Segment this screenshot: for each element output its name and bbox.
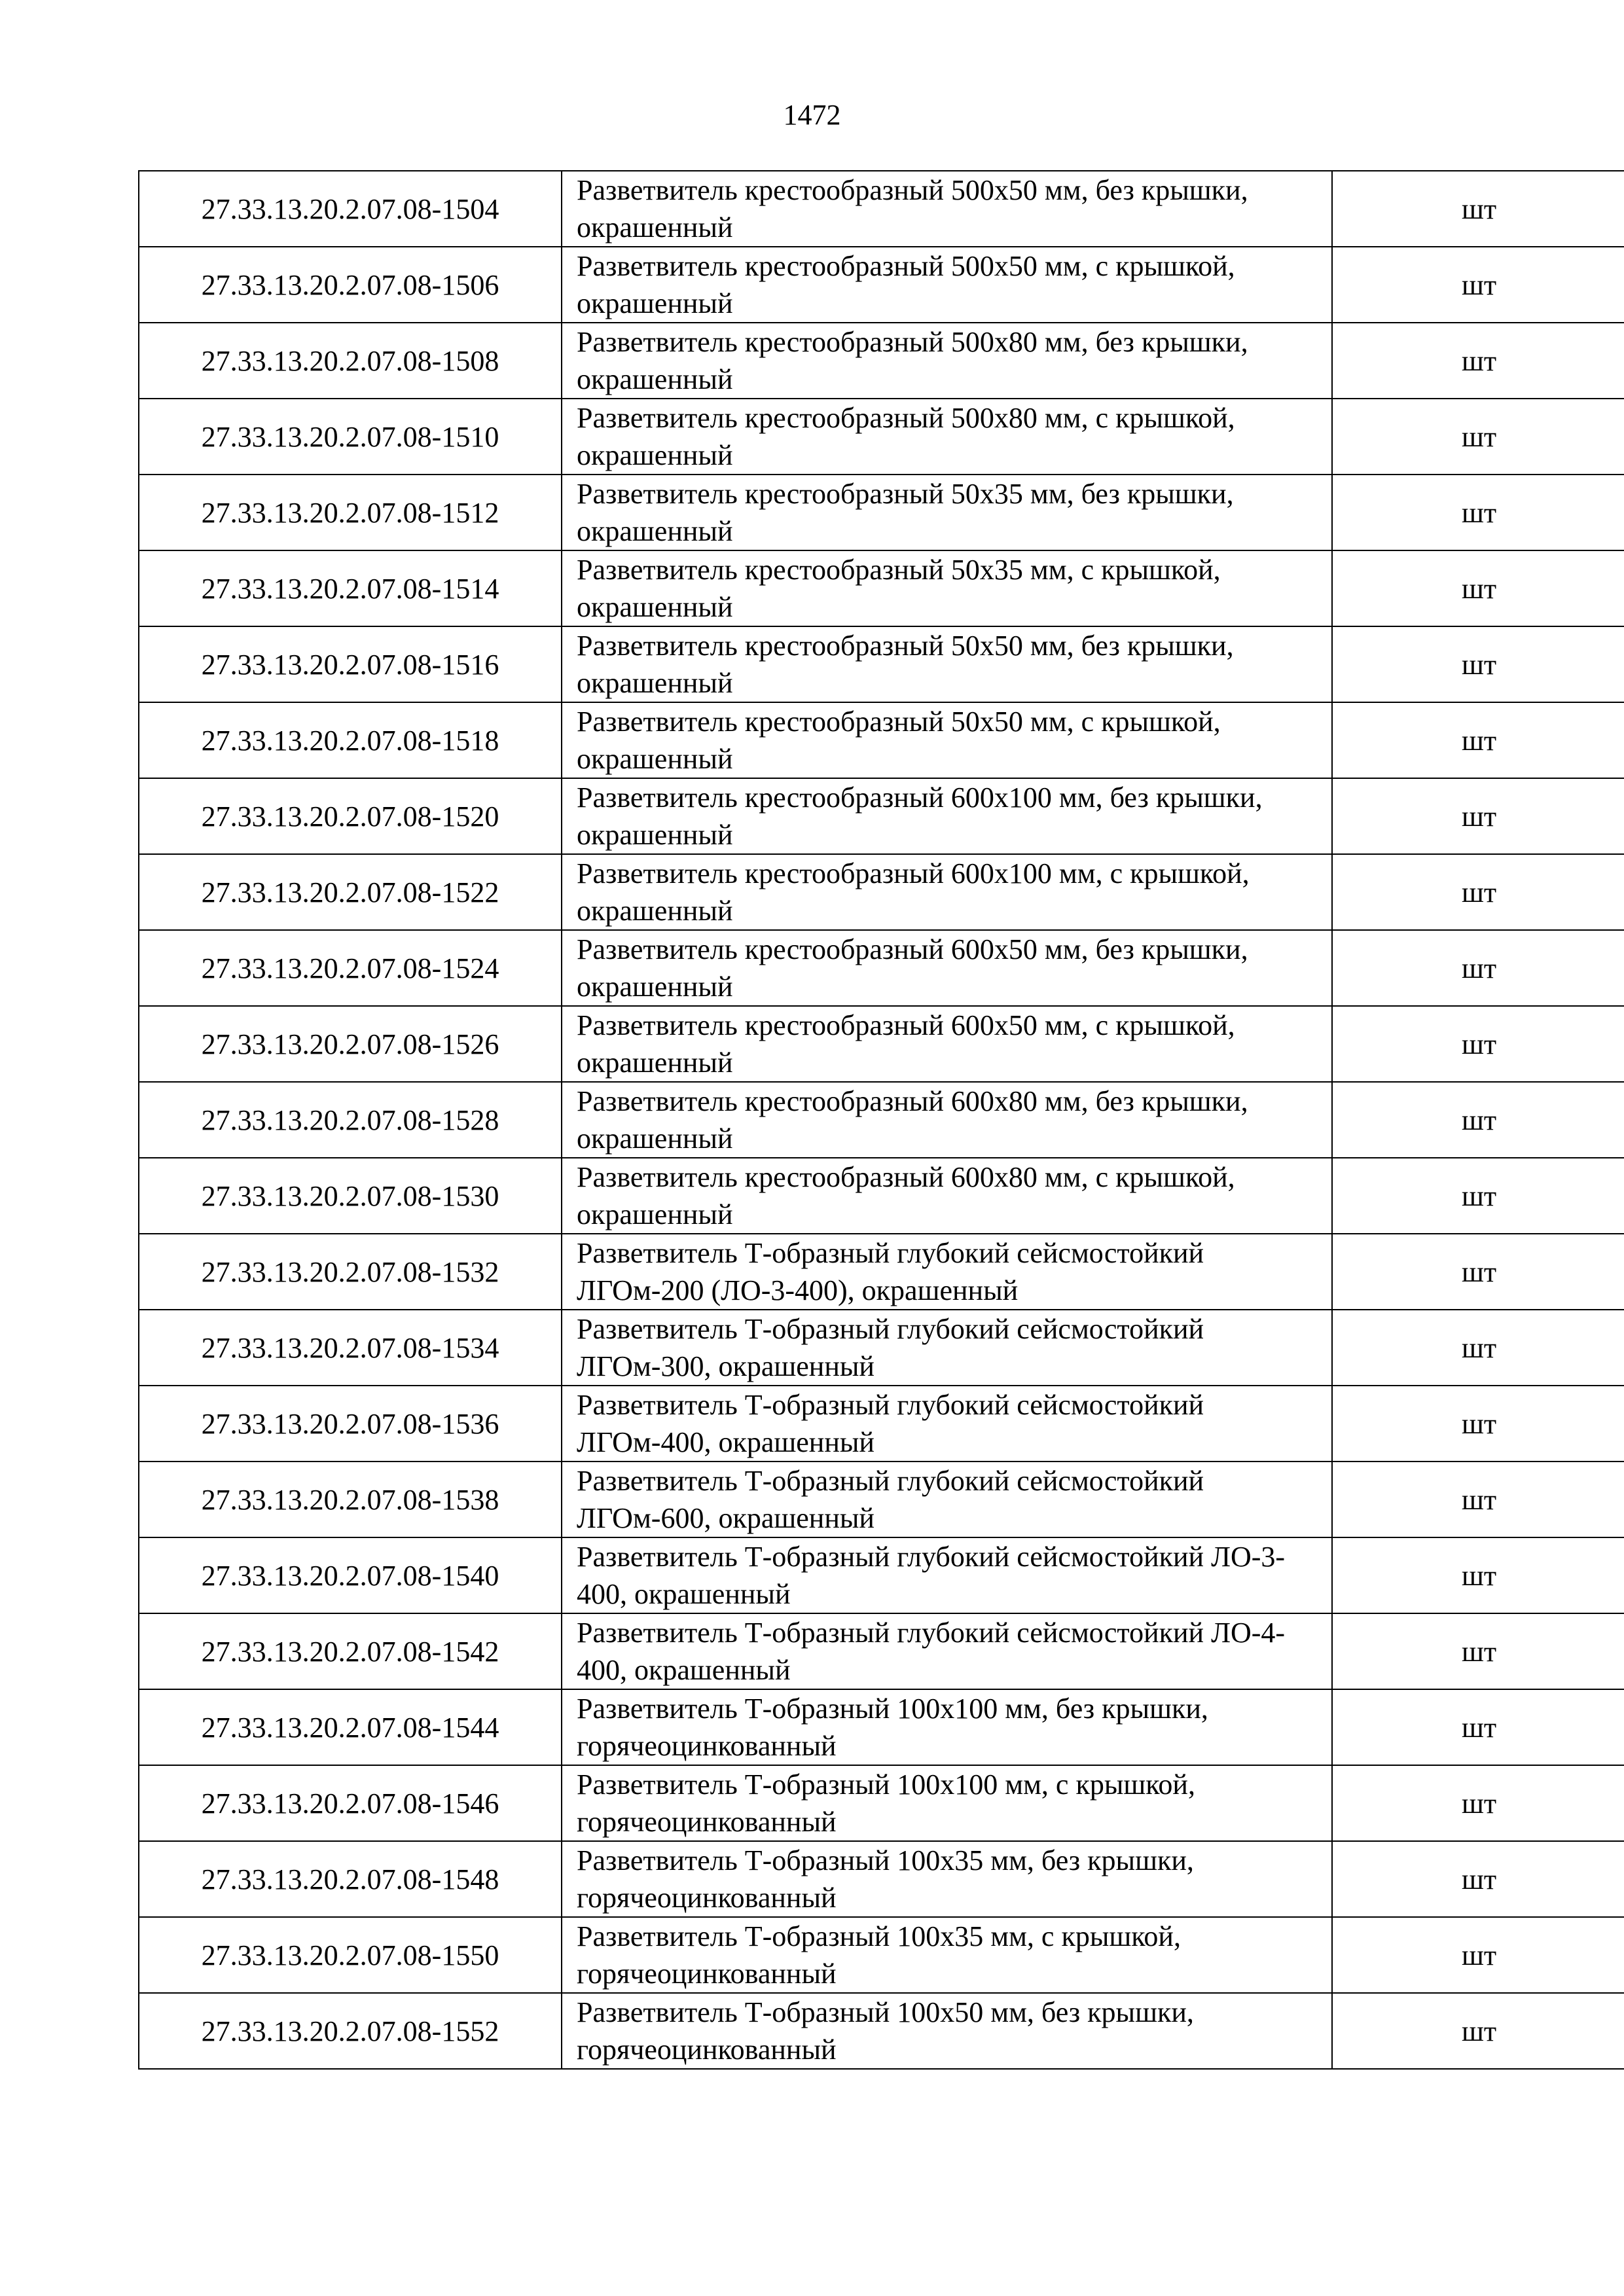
page-number: 1472: [783, 99, 841, 131]
table-row: [139, 1689, 1624, 1765]
resource-name: Разветвитель крестообразный 50х35 мм, без крышки, окрашенный: [562, 475, 1332, 550]
resource-code: 27.33.13.20.2.07.08-1516: [139, 626, 562, 702]
resource-code: 27.33.13.20.2.07.08-1550: [139, 1917, 562, 1993]
resource-name: Разветвитель крестообразный 500х50 мм, с крышкой, окрашенный: [562, 247, 1332, 323]
table-row: [139, 475, 1624, 550]
resource-name: Разветвитель Т-образный глубокий сейсмостойкий ЛО-4-400, окрашенный: [562, 1613, 1332, 1689]
table-row: [139, 550, 1624, 626]
resource-code: 27.33.13.20.2.07.08-1526: [139, 1006, 562, 1082]
resource-name: Разветвитель Т-образный 100х35 мм, с крышкой, горячеоцинкованный: [562, 1917, 1332, 1993]
resource-unit: шт: [1332, 1613, 1624, 1689]
resource-name: Разветвитель крестообразный 50х50 мм, без крышки, окрашенный: [562, 626, 1332, 702]
resource-unit: шт: [1332, 1234, 1624, 1310]
resource-name: Разветвитель крестообразный 600х50 мм, с крышкой, окрашенный: [562, 1006, 1332, 1082]
resource-unit: шт: [1332, 1993, 1624, 2069]
resource-unit: шт: [1332, 247, 1624, 323]
resource-name: Разветвитель крестообразный 600х100 мм, с крышкой, окрашенный: [562, 854, 1332, 930]
resource-unit: шт: [1332, 778, 1624, 854]
table-row: [139, 1006, 1624, 1082]
table-row: [139, 399, 1624, 475]
resource-unit: шт: [1332, 626, 1624, 702]
resource-unit: шт: [1332, 1917, 1624, 1993]
resource-name: Разветвитель крестообразный 50х35 мм, с крышкой, окрашенный: [562, 550, 1332, 626]
table-row: [139, 854, 1624, 930]
resource-unit: шт: [1332, 550, 1624, 626]
resource-code: 27.33.13.20.2.07.08-1514: [139, 550, 562, 626]
resource-unit: шт: [1332, 1158, 1624, 1234]
resource-code: 27.33.13.20.2.07.08-1542: [139, 1613, 562, 1689]
resource-table: [138, 170, 1624, 2070]
table-row: [139, 1537, 1624, 1613]
resource-name: Разветвитель Т-образный 100х100 мм, без крышки, горячеоцинкованный: [562, 1689, 1332, 1765]
resource-name: Разветвитель крестообразный 600х50 мм, без крышки, окрашенный: [562, 930, 1332, 1006]
resource-code: 27.33.13.20.2.07.08-1504: [139, 171, 562, 247]
table-row: [139, 1993, 1624, 2069]
table-row: [139, 626, 1624, 702]
resource-unit: шт: [1332, 1462, 1624, 1537]
resource-unit: шт: [1332, 475, 1624, 550]
resource-unit: шт: [1332, 1537, 1624, 1613]
resource-unit: шт: [1332, 1310, 1624, 1386]
resource-unit: шт: [1332, 930, 1624, 1006]
table-row: [139, 1234, 1624, 1310]
resource-code: 27.33.13.20.2.07.08-1522: [139, 854, 562, 930]
table-row: [139, 1310, 1624, 1386]
resource-unit: шт: [1332, 1082, 1624, 1158]
resource-code: 27.33.13.20.2.07.08-1546: [139, 1765, 562, 1841]
resource-unit: шт: [1332, 1765, 1624, 1841]
resource-name: Разветвитель Т-образный 100х35 мм, без крышки, горячеоцинкованный: [562, 1841, 1332, 1917]
resource-name: Разветвитель крестообразный 500х80 мм, с крышкой, окрашенный: [562, 399, 1332, 475]
resource-code: 27.33.13.20.2.07.08-1544: [139, 1689, 562, 1765]
table-row: [139, 1613, 1624, 1689]
resource-code: 27.33.13.20.2.07.08-1540: [139, 1537, 562, 1613]
resource-unit: шт: [1332, 702, 1624, 778]
resource-unit: шт: [1332, 171, 1624, 247]
resource-unit: шт: [1332, 1689, 1624, 1765]
resource-code: 27.33.13.20.2.07.08-1506: [139, 247, 562, 323]
resource-code: 27.33.13.20.2.07.08-1520: [139, 778, 562, 854]
resource-code: 27.33.13.20.2.07.08-1512: [139, 475, 562, 550]
resource-code: 27.33.13.20.2.07.08-1548: [139, 1841, 562, 1917]
resource-code: 27.33.13.20.2.07.08-1528: [139, 1082, 562, 1158]
table-row: [139, 1158, 1624, 1234]
table-row: [139, 323, 1624, 399]
resource-code: 27.33.13.20.2.07.08-1508: [139, 323, 562, 399]
resource-name: Разветвитель Т-образный глубокий сейсмостойкий ЛГОм-400, окрашенный: [562, 1386, 1332, 1462]
resource-name: Разветвитель крестообразный 50х50 мм, с крышкой, окрашенный: [562, 702, 1332, 778]
resource-name: Разветвитель крестообразный 600х80 мм, с крышкой, окрашенный: [562, 1158, 1332, 1234]
resource-code: 27.33.13.20.2.07.08-1532: [139, 1234, 562, 1310]
table-row: [139, 1462, 1624, 1537]
table-row: [139, 1917, 1624, 1993]
resource-unit: шт: [1332, 1386, 1624, 1462]
table-row: [139, 1765, 1624, 1841]
table-row: [139, 1082, 1624, 1158]
resource-code: 27.33.13.20.2.07.08-1538: [139, 1462, 562, 1537]
table-row: [139, 702, 1624, 778]
resource-code: 27.33.13.20.2.07.08-1536: [139, 1386, 562, 1462]
table-row: [139, 1386, 1624, 1462]
resource-name: Разветвитель Т-образный глубокий сейсмостойкий ЛГОм-300, окрашенный: [562, 1310, 1332, 1386]
resource-code: 27.33.13.20.2.07.08-1530: [139, 1158, 562, 1234]
resource-code: 27.33.13.20.2.07.08-1534: [139, 1310, 562, 1386]
resource-code: 27.33.13.20.2.07.08-1524: [139, 930, 562, 1006]
resource-code: 27.33.13.20.2.07.08-1552: [139, 1993, 562, 2069]
resource-name: Разветвитель крестообразный 500х50 мм, без крышки, окрашенный: [562, 171, 1332, 247]
resource-name: Разветвитель Т-образный 100х100 мм, с крышкой, горячеоцинкованный: [562, 1765, 1332, 1841]
resource-name: Разветвитель Т-образный глубокий сейсмостойкий ЛГОм-200 (ЛО-3-400), окрашенный: [562, 1234, 1332, 1310]
table-row: [139, 778, 1624, 854]
table-row: [139, 1841, 1624, 1917]
resource-unit: шт: [1332, 1006, 1624, 1082]
table-row: [139, 171, 1624, 247]
resource-unit: шт: [1332, 1841, 1624, 1917]
resource-name: Разветвитель Т-образный глубокий сейсмостойкий ЛО-3-400, окрашенный: [562, 1537, 1332, 1613]
resource-code: 27.33.13.20.2.07.08-1510: [139, 399, 562, 475]
table-body: [139, 171, 1624, 2069]
resource-unit: шт: [1332, 323, 1624, 399]
resource-unit: шт: [1332, 854, 1624, 930]
table-row: [139, 930, 1624, 1006]
resource-name: Разветвитель крестообразный 500х80 мм, без крышки, окрашенный: [562, 323, 1332, 399]
resource-unit: шт: [1332, 399, 1624, 475]
resource-name: Разветвитель крестообразный 600х100 мм, без крышки, окрашенный: [562, 778, 1332, 854]
table-row: [139, 247, 1624, 323]
resource-name: Разветвитель Т-образный 100х50 мм, без крышки, горячеоцинкованный: [562, 1993, 1332, 2069]
resource-code: 27.33.13.20.2.07.08-1518: [139, 702, 562, 778]
resource-name: Разветвитель Т-образный глубокий сейсмостойкий ЛГОм-600, окрашенный: [562, 1462, 1332, 1537]
resource-name: Разветвитель крестообразный 600х80 мм, без крышки, окрашенный: [562, 1082, 1332, 1158]
